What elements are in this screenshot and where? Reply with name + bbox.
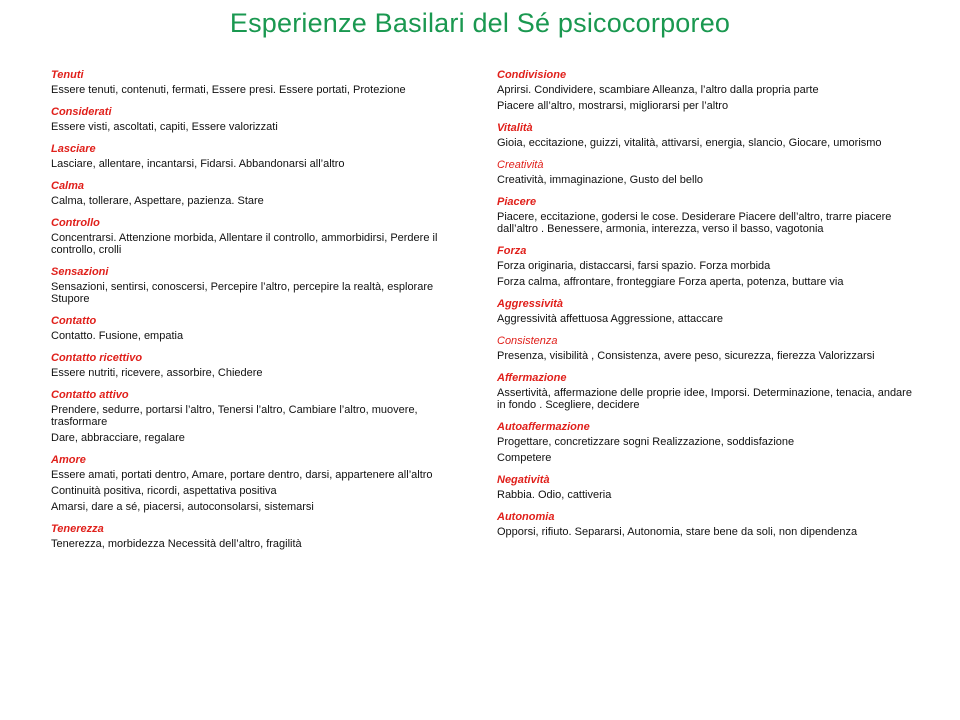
- section-heading: Contatto attivo: [51, 389, 129, 401]
- section-heading: Vitalità: [497, 122, 533, 134]
- section-heading: Contatto: [51, 315, 97, 327]
- section-text: Forza calma, affrontare, fronteggiare Forza aperta, potenza, buttare via: [497, 276, 844, 288]
- section-piacere: [497, 195, 917, 235]
- section-contatto: [51, 314, 456, 342]
- section-aggressivita: [497, 297, 917, 325]
- section-tenerezza: [51, 522, 456, 550]
- section-heading: Controllo: [51, 217, 100, 229]
- section-text: Essere visti, ascoltati, capiti, Essere valorizzati: [51, 121, 278, 133]
- left-column: [51, 68, 456, 559]
- section-heading: Tenerezza: [51, 523, 104, 535]
- section-text: Creatività, immaginazione, Gusto del bello: [497, 174, 704, 186]
- section-heading: Forza: [497, 245, 527, 257]
- section-text: Piacere, eccitazione, godersi le cose. Desiderare Piacere dell’altro, trarre piacere dall’altro . Benessere, armonia, interezza, verso il basso, vagotonia: [497, 211, 892, 235]
- section-text: Continuità positiva, ricordi, aspettativa positiva: [51, 485, 277, 497]
- right-column: [497, 68, 917, 547]
- section-text: Amarsi, dare a sé, piacersi, autoconsolarsi, sistemarsi: [51, 501, 314, 513]
- section-text: Assertività, affermazione delle proprie idee, Imporsi. Determinazione, tenacia, andare in fondo . Scegliere, decidere: [497, 387, 912, 411]
- section-consistenza: [497, 334, 917, 362]
- section-text: Progettare, concretizzare sogni Realizzazione, soddisfazione: [497, 436, 795, 448]
- section-text: Contatto. Fusione, empatia: [51, 330, 184, 342]
- section-vitalita: [497, 121, 917, 149]
- section-heading: Sensazioni: [51, 266, 109, 278]
- section-autonomia: [497, 510, 917, 538]
- section-text: Calma, tollerare, Aspettare, pazienza. Stare: [51, 195, 264, 207]
- section-text: Competere: [497, 452, 552, 464]
- section-heading: Affermazione: [497, 372, 567, 384]
- section-sensazioni: [51, 265, 456, 305]
- section-heading: Aggressività: [497, 298, 564, 310]
- section-heading: Negatività: [497, 474, 550, 486]
- section-text: Presenza, visibilità , Consistenza, avere peso, sicurezza, fierezza Valorizzarsi: [497, 350, 875, 362]
- section-text: Dare, abbracciare, regalare: [51, 432, 185, 444]
- section-calma: [51, 179, 456, 207]
- section-heading: Autonomia: [497, 511, 555, 523]
- section-text: Essere nutriti, ricevere, assorbire, Chiedere: [51, 367, 263, 379]
- section-lasciare: [51, 142, 456, 170]
- section-heading: Tenuti: [51, 69, 84, 81]
- section-text: Essere tenuti, contenuti, fermati, Essere presi. Essere portati, Protezione: [51, 84, 406, 96]
- section-heading: Autoaffermazione: [497, 421, 590, 433]
- section-controllo: [51, 216, 456, 256]
- section-creativita: [497, 158, 917, 186]
- section-considerati: [51, 105, 456, 133]
- section-heading: Contatto ricettivo: [51, 352, 143, 364]
- section-text: Essere amati, portati dentro, Amare, portare dentro, darsi, appartenere all’altro: [51, 469, 433, 481]
- section-heading: Amore: [51, 454, 86, 466]
- section-forza: [497, 244, 917, 288]
- section-text: Rabbia. Odio, cattiveria: [497, 489, 612, 501]
- section-text: Opporsi, rifiuto. Separarsi, Autonomia, stare bene da soli, non dipendenza: [497, 526, 858, 538]
- section-text: Prendere, sedurre, portarsi l’altro, Tenersi l’altro, Cambiare l’altro, muovere, trasformare: [51, 404, 418, 428]
- section-text: Concentrarsi. Attenzione morbida, Allentare il controllo, ammorbidirsi, Perdere il controllo, crolli: [51, 232, 438, 256]
- section-text: Lasciare, allentare, incantarsi, Fidarsi. Abbandonarsi all’altro: [51, 158, 345, 170]
- section-amore: [51, 453, 456, 513]
- section-text: Aprirsi. Condividere, scambiare Alleanza, l’altro dalla propria parte: [497, 84, 819, 96]
- section-heading: Condivisione: [497, 69, 567, 81]
- section-contatto-attivo: [51, 388, 456, 444]
- section-text: Sensazioni, sentirsi, conoscersi, Percepire l’altro, percepire la realtà, esplorare Stupore: [51, 281, 434, 305]
- section-heading: Lasciare: [51, 143, 96, 155]
- section-heading: Consistenza: [497, 335, 558, 347]
- section-text: Aggressività affettuosa Aggressione, attaccare: [497, 313, 724, 325]
- section-tenuti: [51, 68, 456, 96]
- section-text: Gioia, eccitazione, guizzi, vitalità, attivarsi, energia, slancio, Giocare, umorismo: [497, 137, 882, 149]
- section-text: Piacere all’altro, mostrarsi, migliorarsi per l’altro: [497, 100, 729, 112]
- section-text: Forza originaria, distaccarsi, farsi spazio. Forza morbida: [497, 260, 771, 272]
- section-heading: Considerati: [51, 106, 112, 118]
- section-heading: Calma: [51, 180, 85, 192]
- section-heading: Creatività: [497, 159, 544, 171]
- section-contatto-ricettivo: [51, 351, 456, 379]
- section-negativita: [497, 473, 917, 501]
- section-autoaffermazione: [497, 420, 917, 464]
- section-affermazione: [497, 371, 917, 411]
- section-heading: Piacere: [497, 196, 537, 208]
- section-condivisione: [497, 68, 917, 112]
- slide-title: Esperienze Basilari del Sé psicocorporeo: [229, 8, 731, 38]
- section-text: Tenerezza, morbidezza Necessità dell’altro, fragilità: [51, 538, 302, 550]
